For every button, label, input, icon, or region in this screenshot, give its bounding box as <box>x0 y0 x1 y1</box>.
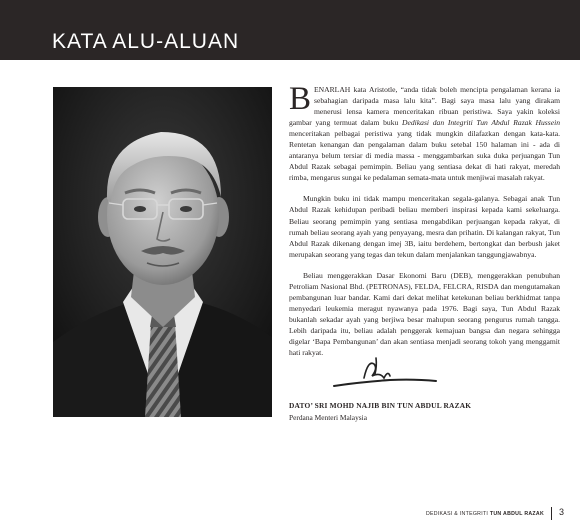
drop-cap: B <box>289 81 312 117</box>
running-title-bold: TUN ABDUL RAZAK <box>489 511 544 517</box>
paragraph-tail: menceritakan pelbagai peristiwa yang tidak mungkin dilafazkan dengan kata-kata. Rentetan kenangan dan pengalaman dalam buku setebal 150 halaman ini - ada di antaranya belum tersiar di media massa - menggambarkan suka duka perjuangan Tun Abdul Razak sebagai pemimpin. Beliau yang sentiasa dekat di hati rakyat, meredah rimba, mengarus sungai ke pedalaman semata-mata untuk menjiwai masalah rakyat. <box>289 129 560 183</box>
signer-name: DATO’ SRI MOHD NAJIB BIN TUN ABDUL RAZAK <box>289 401 472 410</box>
running-title <box>426 511 544 517</box>
article-body <box>289 81 560 368</box>
page-number: 3 <box>558 507 564 517</box>
signature-graphic <box>330 356 440 392</box>
article-paragraph-3: Beliau menggerakkan Dasar Ekonomi Baru (DEB), menggerakkan penubuhan Petroliam Nasional Bhd. (PETRONAS), FELDA, FELCRA, RISDA dan mengutamakan pembangunan luar bandar. Kami dari dekat melihat ketekunan beliau berkhidmat tanpa menyedari leukemia meragut nyawanya pada 1976. Bagi saya, Tun Abdul Razak bukanlah sekadar ayah yang berjiwa besar mahupun seorang pengurus rumah tangga. Lebih daripada itu, beliau adalah penggerak kemajuan bangsa dan negara sehingga digelar ‘Bapa Pembangunan’ dan akan sentiasa menjadi seorang tokoh yang menggamit hati rakyat. <box>289 270 560 358</box>
article-paragraph-2: Mungkin buku ini tidak mampu menceritakan segala-galanya. Sebagai anak Tun Abdul Razak kehidupan peribadi beliau memberi inspirasi kepada kami sekeluarga. Beliau seorang pemimpin yang sentiasa mengabdikan perjuangan kepada rakyat, di rumah beliau seorang ayah yang penyayang, mesra dan prihatin. Di kalangan rakyat, Tun Abdul Razak dikenang dengan imej 3B, iaitu berdehem, bertongkat dan berbush jaket merupakan seorang yang tegas dan tekun dalam menjalankan tanggungjawabnya. <box>289 194 560 259</box>
page-title: KATA ALU-ALUAN <box>52 30 240 53</box>
signer-title: Perdana Menteri Malaysia <box>289 413 367 422</box>
paragraph-lead: ENARLAH kata Aristotle, “anda tidak boleh mencipta pengalaman kerana ia sebahagian daripada masa lalu kita”. Bagi saya masa lalu yang dirakam menerusi lensa kamera menceritakan ribuan peristiwa. Saya yakin koleksi gambar yang termuat dalam buku <box>289 85 560 128</box>
book-title-emphasis: Dedikasi dan Integriti Tun Abdul Razak Hussein <box>402 118 560 128</box>
portrait-photo <box>53 87 272 417</box>
page-footer <box>0 503 580 527</box>
article-paragraph-1 <box>289 81 560 183</box>
running-title-main: DEDIKASI & INTEGRITI <box>425 511 489 517</box>
footer-divider <box>551 507 552 520</box>
